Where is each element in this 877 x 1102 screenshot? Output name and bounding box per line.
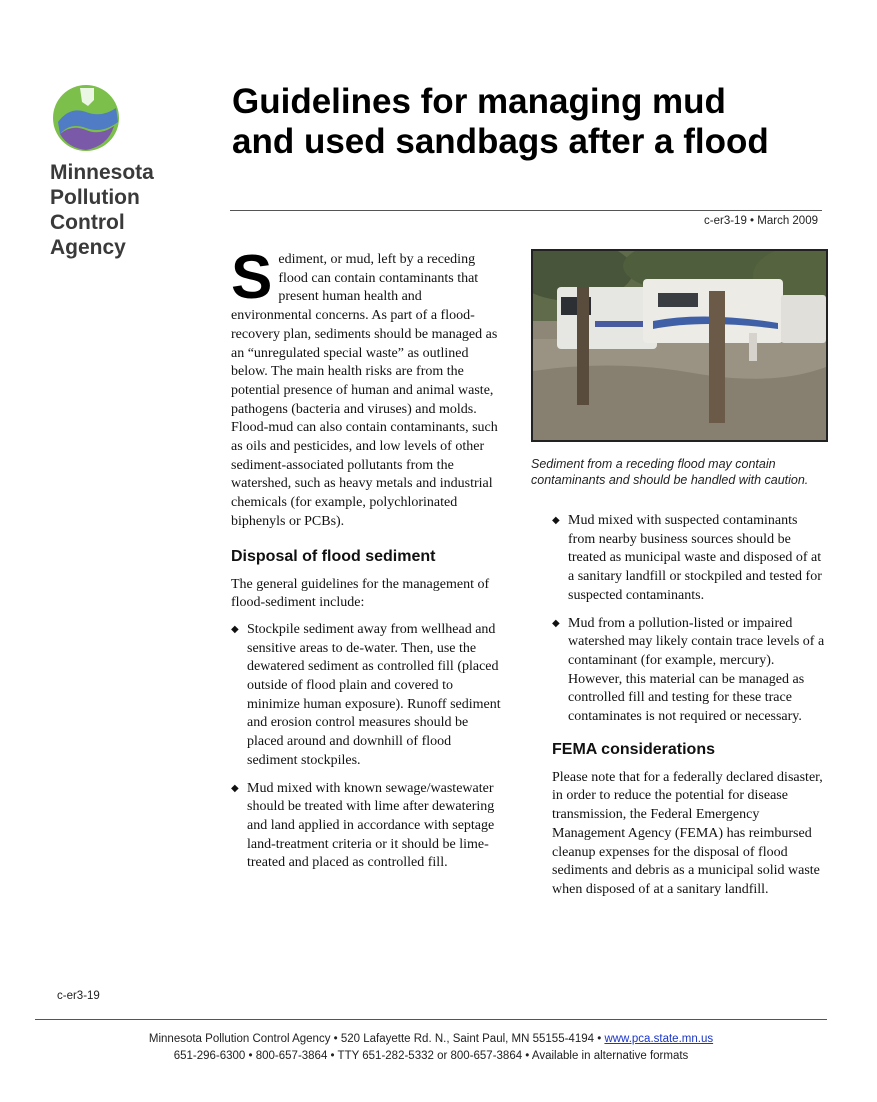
agency-website-link[interactable]: www.pca.state.mn.us [604, 1033, 714, 1045]
footer-divider [35, 1019, 827, 1020]
right-column [552, 512, 826, 900]
drop-cap: S [231, 243, 273, 312]
footer-line-2: 651-296-6300 • 800-657-3864 • TTY 651-282-5332 or 800-657-3864 • Available in alternative formats [173, 1050, 689, 1062]
bullet-text: Mud mixed with suspected contaminants from nearby business sources should be treated as municipal waste and disposed of at a sanitary landfill or stockpiled and tested for suspected contaminants. [568, 513, 822, 603]
fema-paragraph: Please note that for a federally declared disaster, in order to reduce the potential for disease transmission, the Federal Emergency Management Agency (FEMA) has reimbursed cleanup expenses for the disposal of flood sediments and debris as a municipal solid waste when disposed of at a sanitary landfill. [552, 769, 823, 897]
agency-name-line-3: Control [50, 211, 125, 234]
list-item [552, 615, 826, 727]
agency-logo [50, 82, 166, 264]
list-item [552, 512, 826, 606]
intro-text: ediment, or mud, left by a receding flood can contain contaminants that present human health and environmental concerns. As part of a flood-recovery plan, sediments should be managed as an “unregulated special waste” as outlined below. The main health risks are from the potential presence of human and animal waste, pathogens (bacteria and viruses) and molds. Flood-mud can also contain contaminants, such as oils and pesticides, and low levels of other sediment-associated pollutants from the watershed, such as heavy metals and industrial chemicals (for example, polychlorinated biphenyls or PCBs). [231, 252, 498, 529]
document-id-bottom: c-er3-19 [57, 990, 100, 1002]
photo-caption: Sediment from a receding flood may contain contaminants and should be handled with caution. [531, 457, 809, 487]
fema-heading: FEMA considerations [552, 740, 715, 758]
document-id-date: c-er3-19 • March 2009 [704, 215, 818, 227]
footer-line-1 [35, 1031, 827, 1048]
flood-rv-photo-icon [533, 251, 826, 440]
bullet-text: Mud mixed with known sewage/wastewater should be treated with lime after dewatering and land applied in accordance with septage land-treatment criteria or it should be lime-treated and placed as controlled fill. [247, 780, 495, 871]
disposal-lead: The general guidelines for the management of flood-sediment include: [231, 576, 490, 611]
footer-address: Minnesota Pollution Control Agency • 520 Lafayette Rd. N., Saint Paul, MN 55155-4194 • [148, 1033, 605, 1045]
bullet-text: Mud from a pollution-listed or impaired watershed may likely contain trace levels of a contaminant (for example, mercury). However, this material can be managed as controlled fill and testing for these trace contaminates is not required or necessary. [568, 615, 825, 725]
agency-name-line-4: Agency [50, 236, 126, 259]
intro-paragraph [231, 243, 503, 532]
header-divider [230, 210, 822, 211]
title-line-1: Guidelines for managing mud [232, 82, 726, 121]
disposal-bullets-right [552, 512, 826, 727]
minnesota-state-hands-logo-icon [50, 82, 122, 154]
agency-name-line-2: Pollution [50, 186, 140, 209]
left-column [231, 243, 503, 882]
bullet-icon: ◆ [231, 782, 239, 794]
list-item [231, 621, 503, 771]
bullet-icon: ◆ [552, 617, 560, 629]
agency-name-line-1: Minnesota [50, 161, 154, 184]
bullet-text: Stockpile sediment away from wellhead and sensitive areas to de-water. Then, use the dewatered sediment as controlled fill (placed outside of flood plain and covered to minimize human exposure). Runoff sediment and erosion control measures should be placed around and downhill of flood sediment stockpiles. [247, 621, 501, 768]
flood-photo [531, 249, 828, 442]
disposal-heading: Disposal of flood sediment [231, 547, 436, 565]
page-title [232, 82, 832, 162]
title-line-2: and used sandbags after a flood [232, 122, 769, 161]
footer [35, 1031, 827, 1065]
list-item [231, 780, 503, 874]
disposal-bullets-left [231, 621, 503, 873]
bullet-icon: ◆ [552, 515, 560, 526]
bullet-icon: ◆ [231, 623, 239, 635]
